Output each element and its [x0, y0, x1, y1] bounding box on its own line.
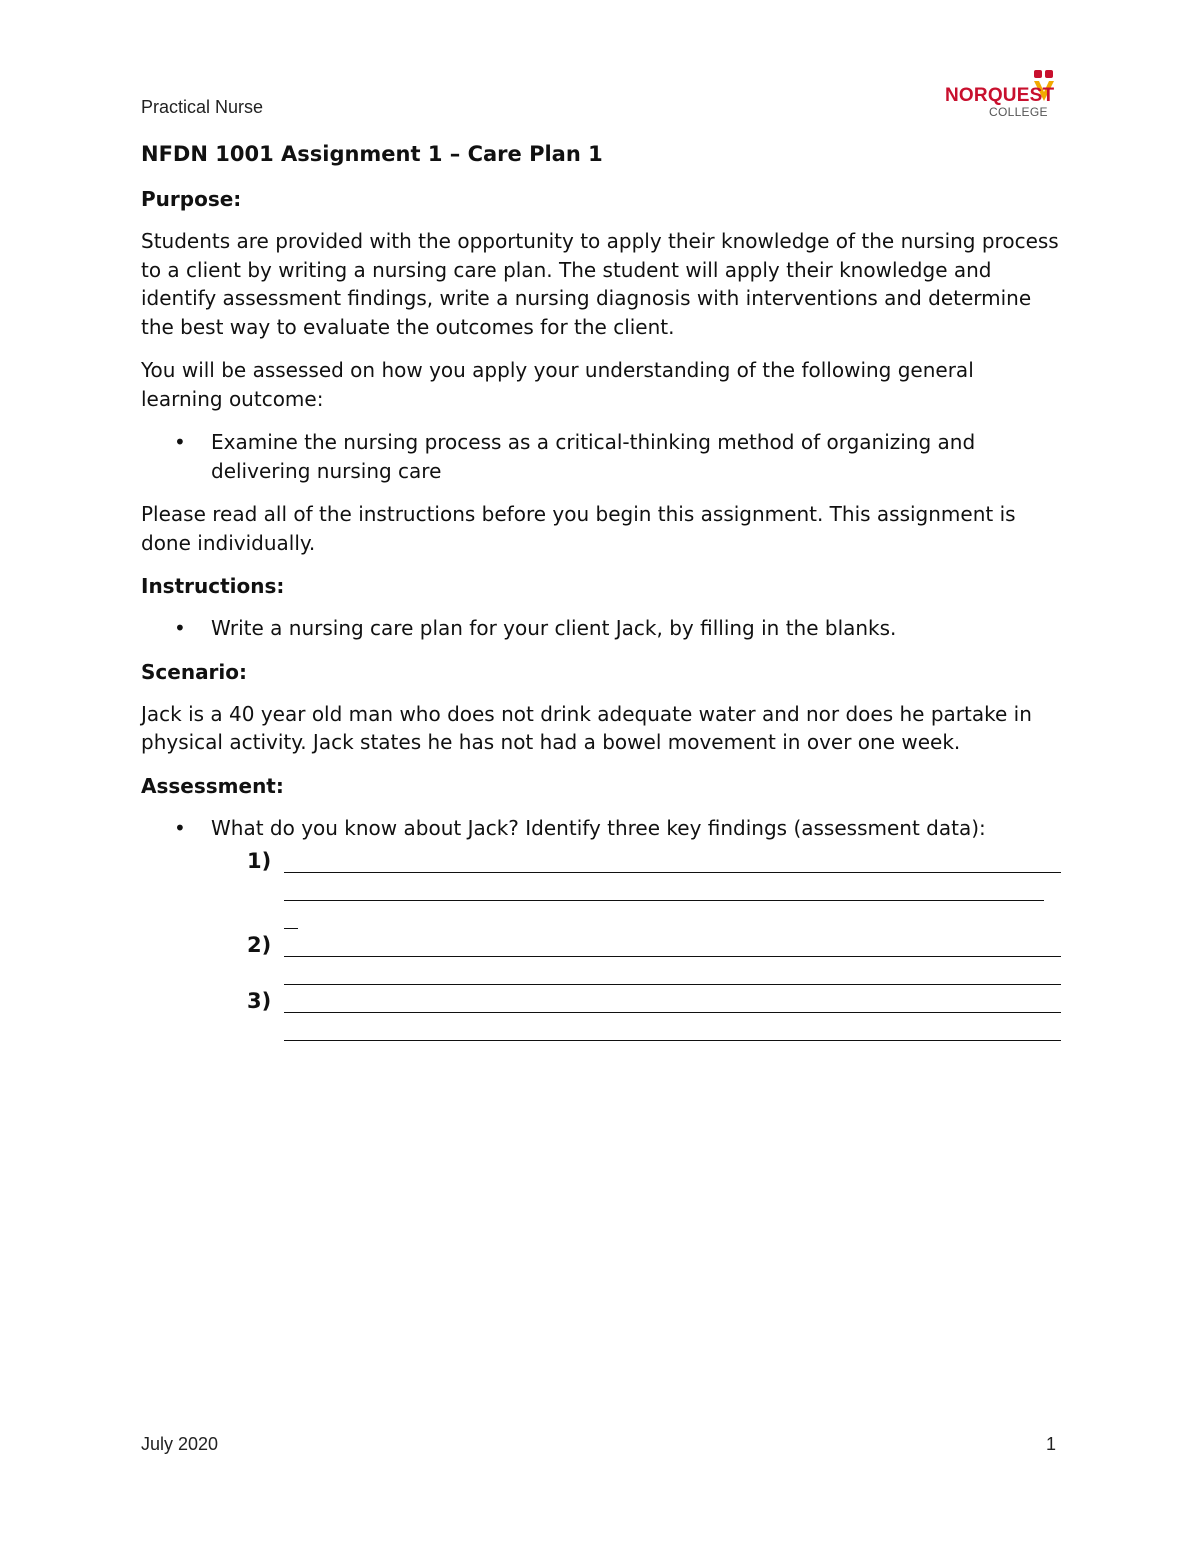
answer-row-2 — [241, 929, 1061, 957]
instruction-item — [141, 614, 1061, 643]
answer-row-3 — [241, 985, 1061, 1013]
instructions-heading: Instructions: — [141, 574, 285, 598]
bullet-icon: • — [174, 616, 186, 640]
answer-blanks — [241, 845, 1061, 1041]
answer-row-3-cont — [241, 1013, 1061, 1041]
answer-row-1-cont — [241, 873, 1061, 901]
purpose-paragraph: Students are provided with the opportunity to apply their knowledge of the nursing process to a client by writing a nursing care plan. The student will apply their knowledge and identify assessment findings, write a nursing diagnosis with interventions and determine the best way to evaluate the outcomes for the client. — [141, 229, 1059, 339]
assessment-heading: Assessment: — [141, 773, 284, 798]
assessment-question-item — [141, 814, 1061, 843]
bullet-icon: • — [174, 815, 186, 840]
norquest-logo — [940, 68, 1060, 120]
footer-page-number: 1 — [1046, 1434, 1057, 1454]
scenario-heading: Scenario: — [141, 659, 248, 684]
answer-blank-3b[interactable] — [284, 1040, 1061, 1041]
logo-wordmark: NORQUEST — [945, 85, 1055, 106]
instruction-text: Write a nursing care plan for your client Jack, by filling in the blanks. — [211, 616, 897, 640]
assessment-intro-paragraph: You will be assessed on how you apply your understanding of the following general learning outcome: — [141, 358, 974, 411]
answer-row-2-cont — [241, 957, 1061, 985]
answer-row-1-stub — [241, 901, 1061, 929]
footer-date: July 2020 — [141, 1434, 219, 1454]
assessment-question-text: What do you know about Jack? Identify three key findings (assessment data): — [211, 815, 986, 840]
answer-label-3: 3) — [247, 989, 272, 1013]
read-instructions-paragraph: Please read all of the instructions before you begin this assignment. This assignment is done individually. — [141, 502, 1016, 555]
answer-row-1 — [241, 845, 1061, 873]
document-body — [141, 140, 1061, 1041]
answer-label-1: 1) — [247, 849, 272, 873]
purpose-heading: Purpose: — [141, 187, 242, 211]
bullet-icon: • — [174, 430, 186, 454]
learning-outcome-text: Examine the nursing process as a critical-thinking method of organizing and delivering nursing care — [211, 430, 976, 483]
scenario-paragraph: Jack is a 40 year old man who does not drink adequate water and nor does he partake in physical activity. Jack states he has not had a bowel movement in over one week. — [141, 701, 1032, 754]
document-title: NFDN 1001 Assignment 1 – Care Plan 1 — [141, 142, 603, 166]
header-program-label: Practical Nurse — [141, 97, 264, 117]
logo-subtitle: COLLEGE — [989, 105, 1048, 119]
answer-label-2: 2) — [247, 933, 272, 957]
learning-outcome-item — [141, 428, 1061, 485]
